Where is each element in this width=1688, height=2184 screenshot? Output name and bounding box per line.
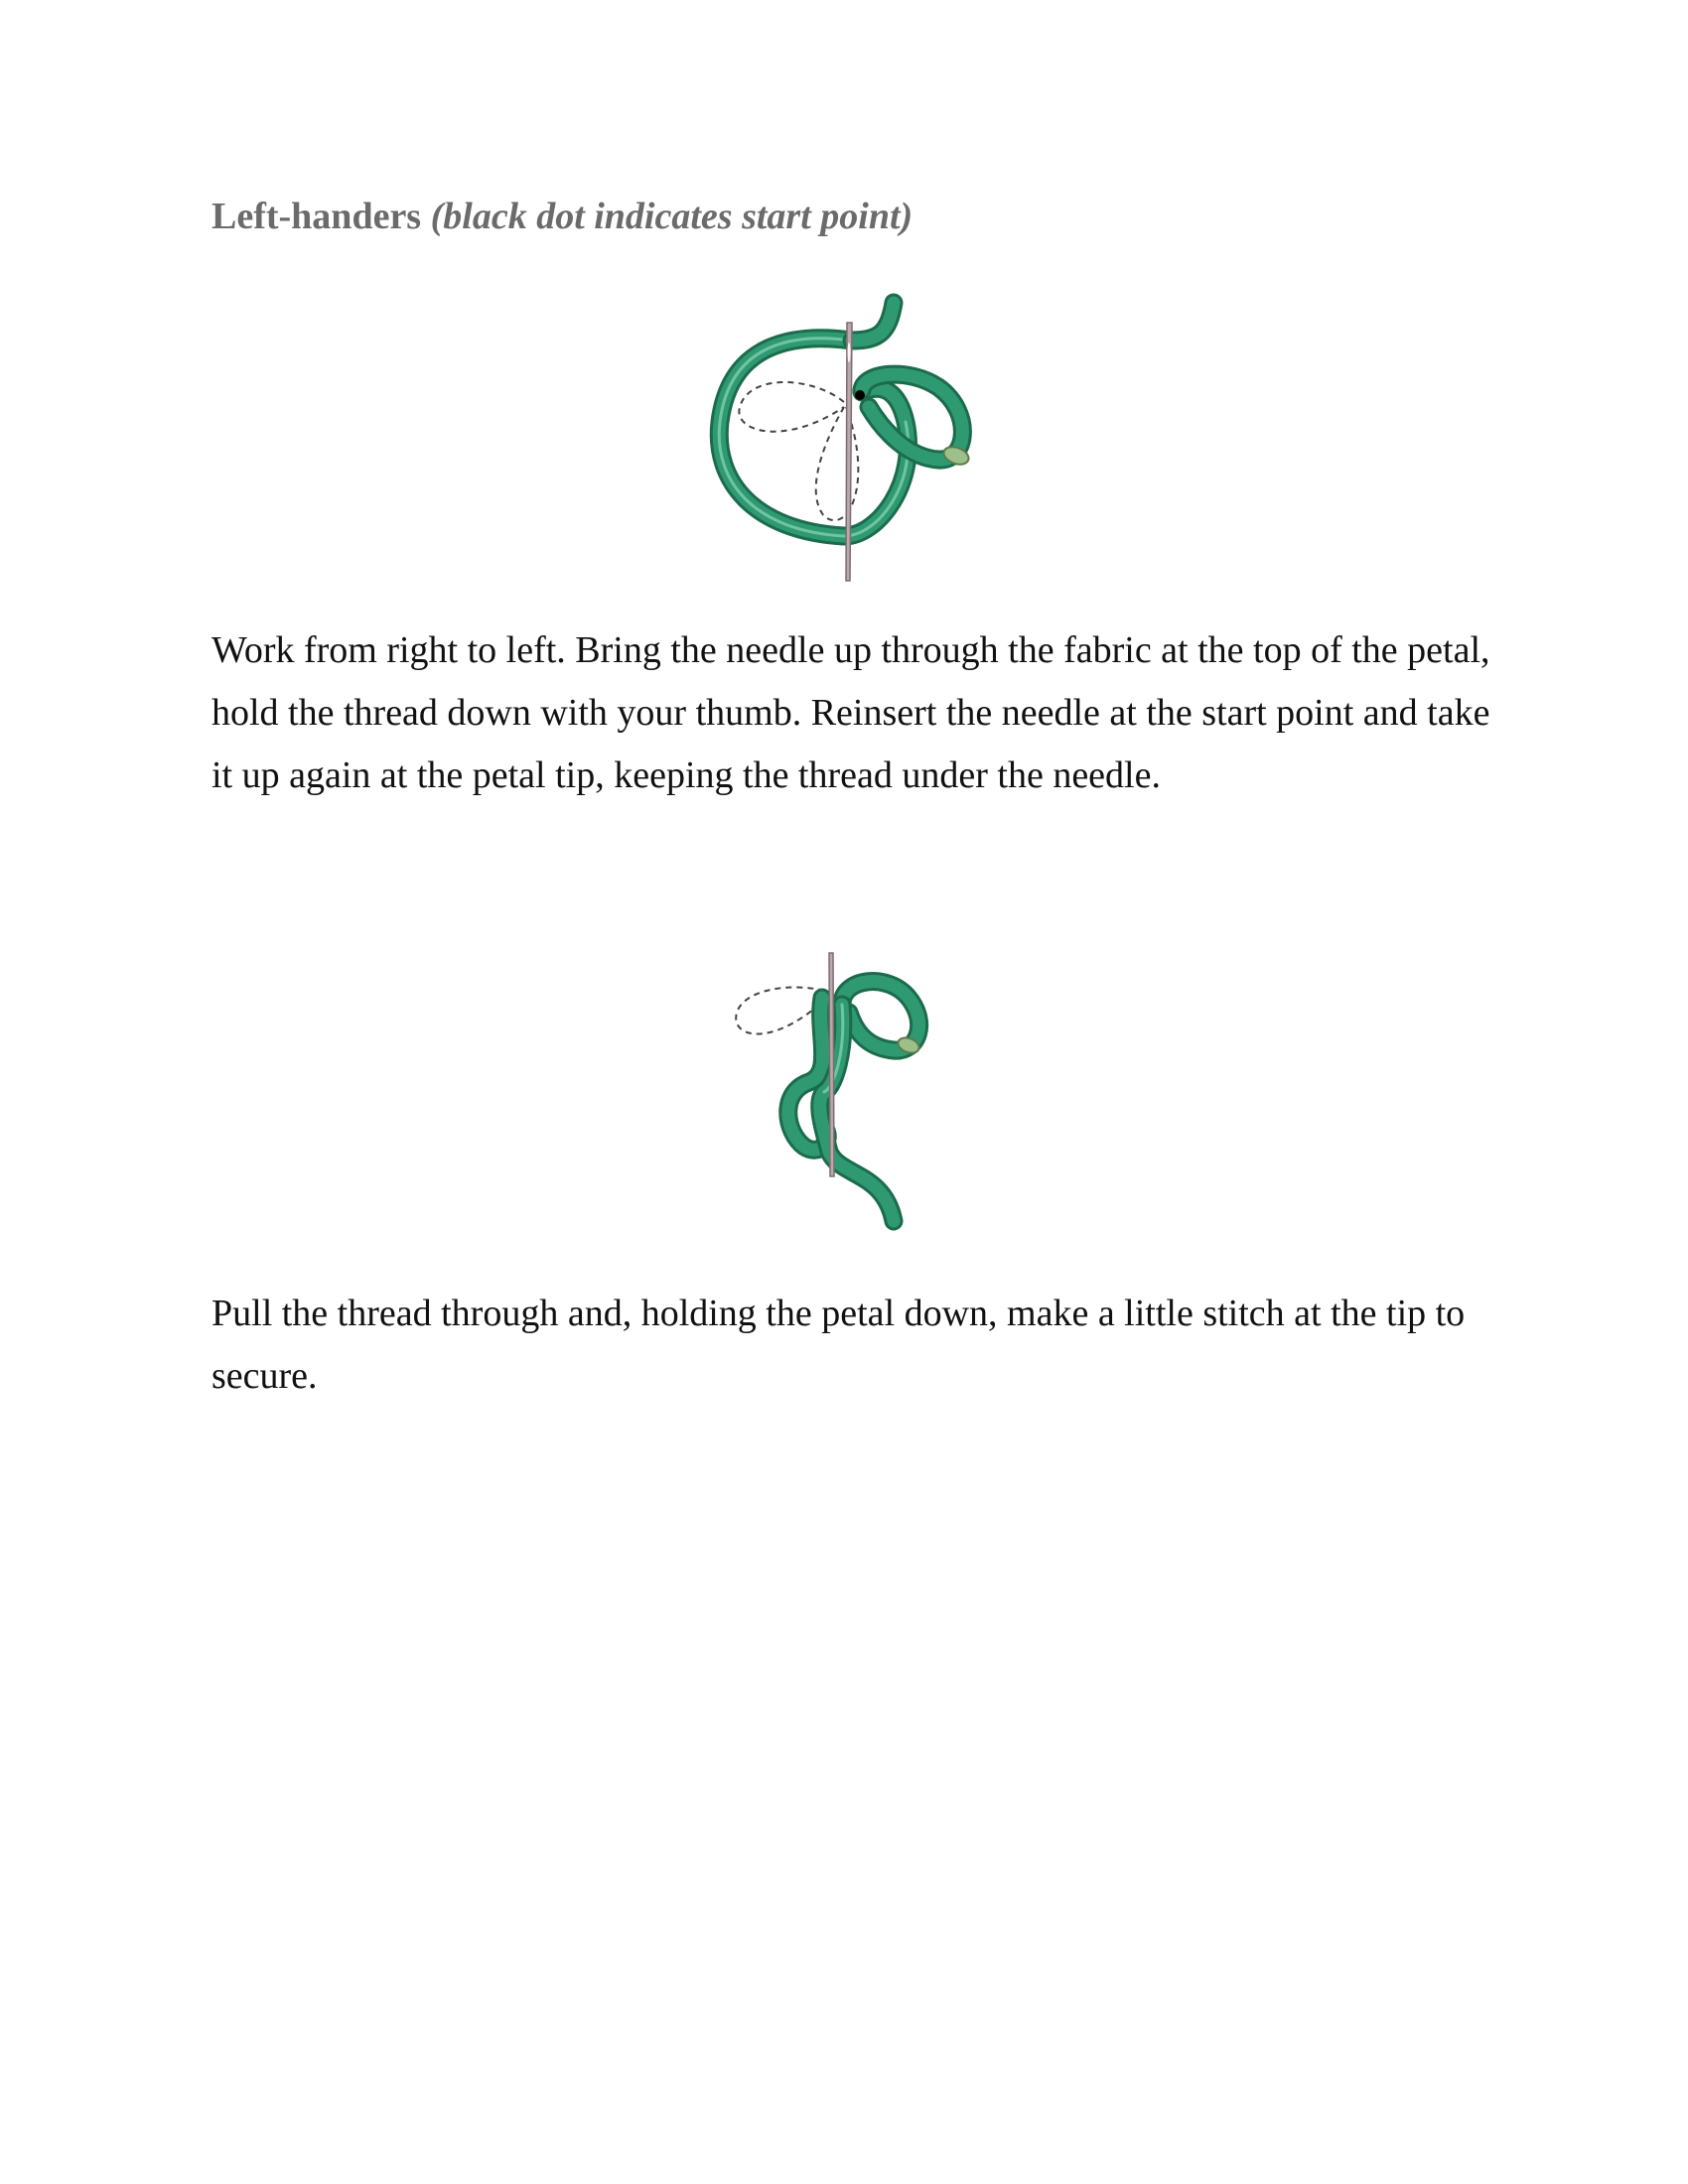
thread-main (788, 998, 894, 1221)
thread-right-loop (842, 982, 921, 1056)
page-heading (211, 195, 913, 238)
heading-title: Left-handers (211, 196, 422, 237)
stitch-illustration-step-1 (685, 283, 1003, 601)
stitch-illustration-step-2 (725, 943, 963, 1241)
thread-tail (852, 303, 894, 341)
dashed-petal (736, 987, 824, 1033)
needle (829, 953, 834, 1176)
step-1-instructions: Work from right to left. Bring the needle up through the fabric at the top of the petal, hold the thread down with your thumb. Reinsert the needle at the start point and take it up again at the petal tip, keeping the thread under the needle. (211, 629, 1490, 796)
start-point-dot (855, 390, 865, 400)
step-2-instructions: Pull the thread through and, holding the petal down, make a little stitch at the tip to secure. (211, 1293, 1466, 1397)
dashed-petal-left (739, 382, 844, 432)
heading-note: (black dot indicates start point) (430, 196, 914, 237)
